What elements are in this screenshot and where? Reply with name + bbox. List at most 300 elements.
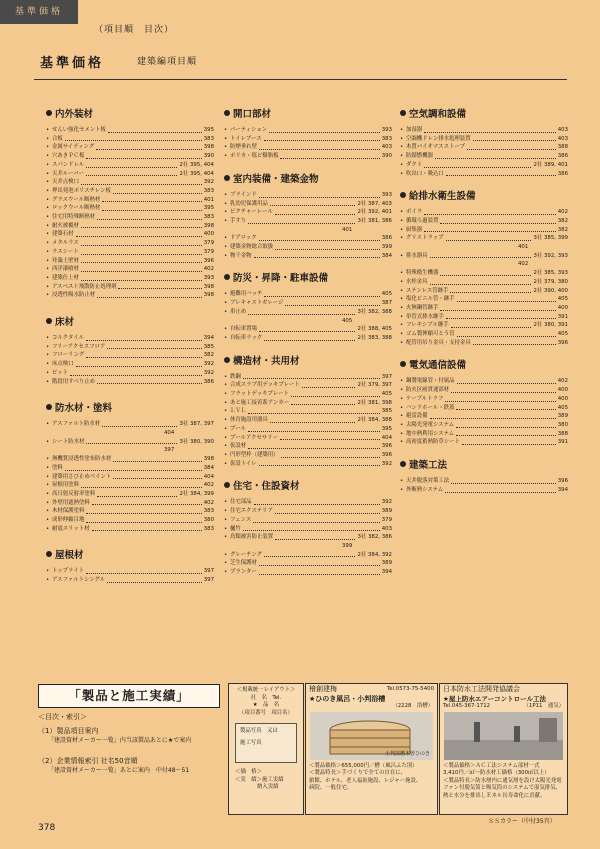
bullet-icon xyxy=(400,110,406,116)
item-name: 成形伸縮目地 xyxy=(52,517,85,524)
item-bullet: • xyxy=(46,170,50,177)
item-bullet: • xyxy=(46,248,50,255)
leader-dots xyxy=(76,360,202,367)
item-page: 3社 382, 388 xyxy=(357,308,392,315)
item-bullet: • xyxy=(224,217,228,224)
index-item xyxy=(400,377,568,386)
item-page: 400 xyxy=(557,395,568,402)
leader-dots xyxy=(451,477,556,484)
item-name: スパンドレル xyxy=(52,161,85,168)
item-page: 3社 382, 386 xyxy=(357,534,392,541)
item-bullet: • xyxy=(224,244,228,251)
item-page: 382 xyxy=(557,217,568,224)
leader-dots xyxy=(467,143,556,150)
leader-dots xyxy=(259,325,355,332)
item-page: 384 xyxy=(381,252,392,259)
leader-dots xyxy=(445,486,556,493)
ad2-desc1: ＜製品特長＞手づくりで全ての自在に、 xyxy=(309,770,407,776)
item-page: 405 xyxy=(557,404,568,411)
item-bullet: • xyxy=(224,569,228,576)
item-bullet: • xyxy=(224,399,228,406)
leader-dots xyxy=(81,265,202,272)
item-name: 建築仕上材 xyxy=(52,274,79,281)
item-name: 住宅部品 xyxy=(230,499,252,506)
item-page: 389 xyxy=(381,508,392,515)
item-bullet: • xyxy=(400,153,404,160)
item-name: 外壁用遮熱塗料 xyxy=(52,499,90,506)
leader-dots xyxy=(81,248,202,255)
index-item xyxy=(46,360,214,369)
index-item xyxy=(46,525,214,534)
item-page: 383 xyxy=(381,135,392,142)
promo-line1: （1）製品項目案内 xyxy=(38,727,99,735)
item-bullet: • xyxy=(46,187,50,194)
item-name: シート防水材 xyxy=(52,438,85,445)
item-bullet: • xyxy=(46,292,50,299)
index-item xyxy=(224,373,392,382)
index-item xyxy=(400,217,568,226)
item-bullet: • xyxy=(224,417,228,424)
item-page: 403 xyxy=(381,144,392,151)
index-item xyxy=(400,126,568,135)
item-bullet: • xyxy=(400,413,404,420)
item-page: 392 xyxy=(203,361,214,368)
leader-dots xyxy=(248,308,355,315)
leader-dots xyxy=(97,291,202,298)
leader-dots xyxy=(248,407,380,414)
item-name: 乳幼児保護用品 xyxy=(230,200,268,207)
item-name: 太陽光発電システム xyxy=(406,421,454,428)
item-name: 特殊衛生機器 xyxy=(406,270,439,277)
item-page: 383 xyxy=(203,187,214,194)
index-item xyxy=(400,152,568,161)
leader-dots xyxy=(259,460,380,467)
index-item xyxy=(400,430,568,439)
index-section xyxy=(224,108,392,161)
footer-note: ＳＳカラー（中付35頁） xyxy=(488,818,556,825)
item-page: 388 xyxy=(557,430,568,437)
index-item xyxy=(224,381,392,390)
item-bullet: • xyxy=(46,214,50,221)
index-item xyxy=(46,464,214,473)
leader-dots xyxy=(86,507,201,514)
index-section xyxy=(400,359,568,447)
leader-dots xyxy=(430,412,556,419)
section-heading-text: 構造材・共用材 xyxy=(233,355,300,367)
index-item xyxy=(46,126,214,135)
item-bullet: • xyxy=(400,478,404,485)
bullet-icon xyxy=(224,175,230,181)
item-name: 物干金物 xyxy=(230,252,252,259)
index-item xyxy=(46,334,214,343)
item-name: 円形型枠（建築用） xyxy=(230,451,279,458)
index-item xyxy=(46,516,214,525)
index-item xyxy=(46,507,214,516)
index-item xyxy=(224,533,392,542)
leader-dots xyxy=(113,473,201,480)
item-name: 天井ルーバー xyxy=(52,170,85,177)
item-name: フラットデッキプレート xyxy=(230,391,289,398)
index-item xyxy=(224,507,392,516)
index-item xyxy=(400,135,568,144)
promo-line2: 「建設資材メーカー一覧」内当該製品あとに★で案内 xyxy=(48,737,192,744)
leader-dots xyxy=(264,290,379,297)
index-item xyxy=(224,191,392,200)
item-page: 395 xyxy=(203,205,214,212)
rooftop-image xyxy=(444,712,563,760)
item-bullet: • xyxy=(46,352,50,359)
section-heading xyxy=(224,108,392,122)
index-item xyxy=(400,395,568,404)
item-bullet: • xyxy=(400,339,404,346)
ad-waterproof xyxy=(439,683,568,815)
item-name: 加湿器 xyxy=(406,127,423,133)
index-item xyxy=(46,576,214,585)
section-heading xyxy=(46,108,214,122)
item-page: 399 xyxy=(381,244,392,251)
leader-dots xyxy=(248,425,380,432)
index-item xyxy=(400,321,568,330)
item-name: 天井点検口 xyxy=(52,179,79,186)
index-section xyxy=(400,108,568,178)
index-item xyxy=(224,516,392,525)
item-bullet: • xyxy=(224,434,228,441)
item-page: 392 xyxy=(381,460,392,467)
item-page: 389 xyxy=(557,413,568,420)
leader-dots xyxy=(259,568,380,575)
item-page: 379 xyxy=(381,516,392,523)
leader-dots xyxy=(259,191,380,198)
item-page: 386 xyxy=(557,170,568,177)
ad3-code: （1P11 通気） xyxy=(523,703,564,709)
item-name: せんい強化セメント板 xyxy=(52,127,106,133)
item-page: 383 xyxy=(203,508,214,515)
layout-head: ＜掲載統一レイアウト＞ xyxy=(236,687,296,693)
item-bullet: • xyxy=(46,205,50,212)
leader-dots xyxy=(81,239,202,246)
item-page: 2社 380, 391 xyxy=(533,322,568,329)
leader-dots xyxy=(118,283,201,290)
leader-dots xyxy=(243,373,380,380)
leader-dots xyxy=(424,208,556,215)
item-bullet: • xyxy=(46,508,50,515)
index-item xyxy=(400,438,568,447)
item-name: 自転車置場 xyxy=(230,326,257,333)
section-heading-text: 建築工法 xyxy=(409,460,448,472)
leader-dots xyxy=(450,287,531,294)
item-name: 吹出口・吸込口 xyxy=(406,170,444,177)
item-bullet: • xyxy=(400,404,404,411)
item-page: 403 xyxy=(557,135,568,142)
item-bullet: • xyxy=(46,127,50,133)
index-item xyxy=(224,568,392,577)
item-bullet: • xyxy=(224,382,228,389)
item-name: プール xyxy=(230,425,246,432)
leader-dots xyxy=(473,135,556,142)
item-bullet: • xyxy=(46,499,50,506)
item-name: アスファルト防水材 xyxy=(52,421,101,428)
item-name: 火無鋼管継手 xyxy=(406,304,439,311)
item-bullet: • xyxy=(224,191,228,198)
bullet-icon xyxy=(46,110,52,116)
item-name: ポリカ・塩ビ樹脂板 xyxy=(230,153,279,160)
item-page: 2社 379, 397 xyxy=(357,382,392,389)
index-item xyxy=(224,152,392,161)
promo-subtitle: ＜目次・索引＞ xyxy=(38,713,87,721)
item-bullet: • xyxy=(224,334,228,341)
page-number: 378 xyxy=(38,823,56,833)
item-name: 防煙垂れ壁 xyxy=(230,144,257,151)
index-item xyxy=(224,390,392,399)
item-bullet: • xyxy=(46,482,50,489)
item-page: 398 xyxy=(203,292,214,299)
index-item xyxy=(400,339,568,348)
item-name: 穴あきＰＣ板 xyxy=(52,153,85,160)
index-item xyxy=(46,455,214,464)
item-name: 塩化ビニル管・継手 xyxy=(406,296,455,303)
item-bullet: • xyxy=(224,551,228,558)
item-name: 避雷設備 xyxy=(406,413,428,420)
bullet-icon xyxy=(46,404,52,410)
item-name: 樋竹 xyxy=(230,525,241,532)
item-bullet: • xyxy=(224,425,228,432)
item-bullet: • xyxy=(46,240,50,247)
ad3-photo xyxy=(444,712,563,760)
item-bullet: • xyxy=(224,144,228,151)
item-name: コルクタイル xyxy=(52,335,85,342)
item-name: 芝生保護材 xyxy=(230,560,257,567)
promo-line3: （2）企業情報索引 社名50音順 xyxy=(38,757,138,765)
ad3-price: ＜製品価格＞ＡＣ工法システム部材一式 xyxy=(443,762,540,769)
section-heading xyxy=(224,173,392,187)
item-name: アスベスト飛散防止処理剤 xyxy=(52,283,117,290)
item-name: 防火区画貫通部材 xyxy=(406,387,450,394)
leader-dots xyxy=(445,395,555,402)
item-bullet: • xyxy=(224,308,228,315)
ad2-tel: Tel.0573-75-5400 xyxy=(386,686,434,692)
item-bullet: • xyxy=(224,499,228,506)
leader-dots xyxy=(275,243,380,250)
item-page: 386 xyxy=(381,235,392,242)
index-item xyxy=(224,234,392,243)
item-page-continued: 401 xyxy=(342,226,353,233)
index-item xyxy=(400,161,568,170)
item-bullet: • xyxy=(224,443,228,450)
item-name: グレーチング xyxy=(230,551,262,558)
index-item xyxy=(224,399,392,408)
leader-dots xyxy=(97,378,202,385)
item-name: ラスシート xyxy=(52,248,79,255)
leader-dots xyxy=(254,252,380,259)
index-section xyxy=(400,190,568,347)
item-page: 405 xyxy=(557,296,568,303)
index-section xyxy=(400,459,568,494)
item-name: ブレキャストガレージ xyxy=(230,300,284,307)
item-name: 自転車ラック xyxy=(230,334,263,341)
item-page: 404 xyxy=(203,473,214,480)
section-heading-text: 電気通信設備 xyxy=(409,360,467,372)
leader-dots xyxy=(302,381,356,388)
item-page: 397 xyxy=(381,373,392,380)
index-item xyxy=(46,369,214,378)
item-page: 2社 384, 392 xyxy=(357,551,392,558)
leader-dots xyxy=(102,196,201,203)
leader-dots xyxy=(264,135,380,142)
index-item xyxy=(400,330,568,339)
layout-l7: ＜実 績＞施工実績 xyxy=(235,776,284,783)
leader-dots xyxy=(280,152,379,159)
item-bullet: • xyxy=(400,287,404,294)
item-bullet: • xyxy=(46,490,50,497)
index-item xyxy=(46,378,214,387)
section-heading-text: 床材 xyxy=(55,317,75,329)
item-bullet: • xyxy=(400,217,404,224)
item-name: 床点検口 xyxy=(52,361,74,368)
index-item xyxy=(46,213,214,222)
item-bullet: • xyxy=(46,473,50,480)
bullet-icon xyxy=(224,482,230,488)
leader-dots xyxy=(446,313,556,320)
item-page: 2社 392, 401 xyxy=(357,209,392,216)
ad2-caption: 小判浴槽木曽ひのき xyxy=(384,751,430,757)
item-bullet: • xyxy=(46,421,50,428)
item-page: 3社 392, 393 xyxy=(533,252,568,259)
index-item xyxy=(46,499,214,508)
section-heading xyxy=(400,459,568,473)
section-heading xyxy=(46,402,214,416)
index-item xyxy=(46,343,214,352)
index-item xyxy=(46,204,214,213)
leader-dots xyxy=(275,208,356,215)
item-name: 珪藻土壁材 xyxy=(52,257,79,264)
leader-dots xyxy=(275,533,355,540)
item-page: 402 xyxy=(203,499,214,506)
item-page: 380 xyxy=(557,421,568,428)
item-bullet: • xyxy=(400,127,404,133)
leader-dots xyxy=(456,404,555,411)
index-item xyxy=(224,451,392,460)
item-page: 3社 385, 399 xyxy=(533,235,568,242)
item-bullet: • xyxy=(46,525,50,532)
item-name: フローリング xyxy=(52,352,85,359)
item-bullet: • xyxy=(224,235,228,242)
index-item xyxy=(224,299,392,308)
item-page: 405 xyxy=(557,331,568,338)
item-name: 階段用すべり止め xyxy=(52,378,96,385)
item-page: 393 xyxy=(381,191,392,198)
item-page: 382 xyxy=(557,226,568,233)
bullet-icon xyxy=(400,192,406,198)
index-item xyxy=(46,161,214,170)
item-name: 配管用吊り金具・支持金具 xyxy=(406,339,471,346)
item-name: ケーブルトラフ xyxy=(406,395,444,402)
index-item xyxy=(224,290,392,299)
item-bullet: • xyxy=(46,456,50,463)
ad2-company: 檜創建梅 xyxy=(309,685,337,693)
leader-dots xyxy=(96,143,201,150)
index-item xyxy=(224,416,392,425)
leader-dots xyxy=(97,213,202,220)
item-name: ピット xyxy=(52,369,68,376)
layout-l4: 製品写真 又は xyxy=(240,728,278,734)
item-page: 392 xyxy=(381,499,392,506)
leader-dots xyxy=(81,222,202,229)
leader-dots xyxy=(86,152,201,159)
index-item xyxy=(400,252,568,261)
item-page: 398 xyxy=(203,456,214,463)
leader-dots xyxy=(92,499,202,506)
item-bullet: • xyxy=(46,343,50,350)
item-name: 合成スラブ用デッキプレート xyxy=(230,382,300,389)
layout-l1: 社 名 Tel. xyxy=(250,694,282,701)
section-heading-text: 室内装備・建築金物 xyxy=(233,173,319,185)
item-bullet: • xyxy=(224,127,228,133)
leader-dots xyxy=(254,498,380,505)
item-page: 385 xyxy=(203,343,214,350)
ad2-desc2: 旅館、ホテル、老人福祉施設、レジャー施設、 xyxy=(309,777,422,784)
item-name: トイレブース xyxy=(230,135,262,142)
item-bullet: • xyxy=(46,369,50,376)
item-bullet: • xyxy=(46,283,50,290)
item-page: 391 xyxy=(557,313,568,320)
item-name: 住宅エクステリア xyxy=(230,508,273,515)
leader-dots xyxy=(269,126,380,133)
index-item xyxy=(400,226,568,235)
item-name: 建築金物総合取扱 xyxy=(230,244,274,251)
item-page: 2社 379, 380 xyxy=(533,278,568,285)
item-name: 仮設材 xyxy=(230,443,247,450)
item-page: 385 xyxy=(381,408,392,415)
section-heading xyxy=(400,190,568,204)
item-page: 396 xyxy=(557,478,568,485)
index-item xyxy=(46,196,214,205)
item-name: ＬＶＬ xyxy=(230,408,247,415)
item-page: 394 xyxy=(557,486,568,493)
ad2-photo xyxy=(310,712,433,760)
index-item xyxy=(400,421,568,430)
leader-dots xyxy=(86,351,201,358)
section-heading-text: 給排水衛生設備 xyxy=(409,191,476,203)
item-name: ゴム製伸縮可とう管 xyxy=(406,331,455,338)
item-bullet: • xyxy=(400,439,404,446)
item-bullet: • xyxy=(400,278,404,285)
item-bullet: • xyxy=(46,361,50,368)
index-item xyxy=(46,291,214,300)
item-name: 押出発泡ポリスチレン板 xyxy=(52,187,111,194)
item-page: 391 xyxy=(557,439,568,446)
item-page: 2社 383, 388 xyxy=(357,334,392,341)
item-name: 天井脱落対策工法 xyxy=(406,478,450,485)
leader-dots xyxy=(451,321,532,328)
index-item xyxy=(224,243,392,252)
item-name: 塗料 xyxy=(52,464,63,471)
leader-dots xyxy=(291,390,380,397)
section-heading-text: 内外装材 xyxy=(55,109,94,120)
ad3-desc1: ＜製品特長＞防水層内に通気層を設け太陽光発電 xyxy=(443,777,562,784)
item-page: 2社 384, 388 xyxy=(357,417,392,424)
index-item xyxy=(46,230,214,239)
index-item xyxy=(400,386,568,395)
index-item xyxy=(46,135,214,144)
item-name: ブラインド xyxy=(230,191,257,198)
item-bullet: • xyxy=(224,534,228,541)
item-name: 金属サイディング xyxy=(52,144,95,151)
item-page: 380 xyxy=(203,517,214,524)
index-item xyxy=(46,567,214,576)
leader-dots xyxy=(81,178,202,185)
section-heading xyxy=(224,272,392,286)
item-page: 400 xyxy=(557,304,568,311)
